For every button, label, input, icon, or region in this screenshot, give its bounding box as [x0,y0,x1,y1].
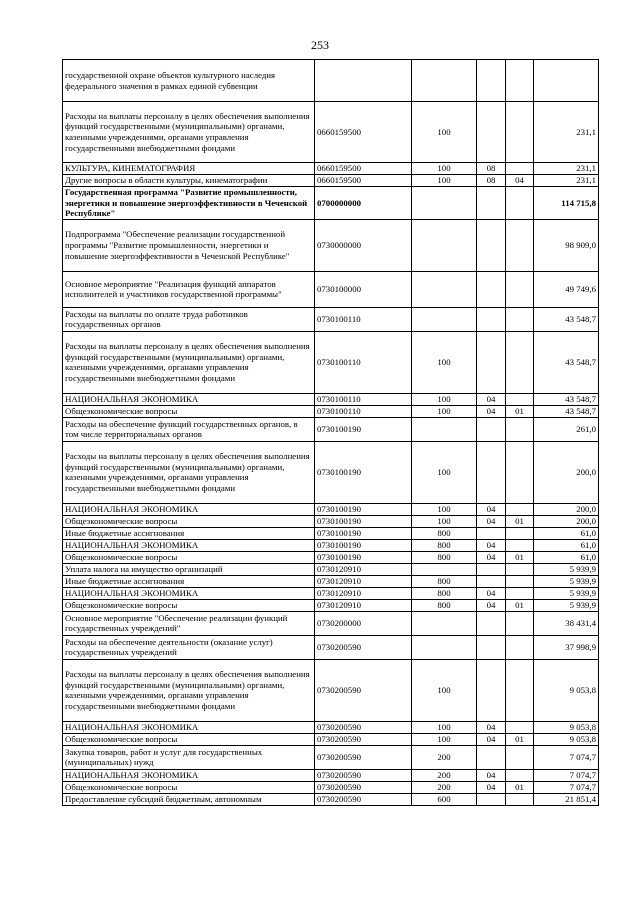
target-article-code-cell [315,60,412,102]
table-row [63,163,599,175]
expense-name-cell: НАЦИОНАЛЬНАЯ ЭКОНОМИКА [63,503,315,515]
target-article-code-cell: 0730120910 [315,599,412,611]
amount-cell: 114 715,8 [534,187,599,220]
expense-type-cell: 200 [412,745,477,769]
expense-type-cell: 100 [412,721,477,733]
amount-cell: 61,0 [534,539,599,551]
expense-name-cell: Другие вопросы в области культуры, кинематографии [63,175,315,187]
amount-cell: 43 548,7 [534,393,599,405]
amount-cell: 5 939,9 [534,587,599,599]
subsection-cell [506,793,534,805]
expense-type-cell [412,635,477,659]
target-article-code-cell: 0730100110 [315,307,412,331]
amount-cell: 38 431,4 [534,611,599,635]
expense-name-cell: НАЦИОНАЛЬНАЯ ЭКОНОМИКА [63,587,315,599]
subsection-cell: 01 [506,781,534,793]
amount-cell: 231,1 [534,175,599,187]
expense-type-cell: 800 [412,575,477,587]
expense-type-cell: 100 [412,102,477,163]
budget-table-body [63,60,599,806]
section-cell: 04 [477,721,506,733]
amount-cell: 7 074,7 [534,769,599,781]
section-cell [477,219,506,271]
expense-name-cell: Общеэкономические вопросы [63,733,315,745]
expense-name-cell: Расходы на обеспечение деятельности (оказание услуг) государственных учреждений [63,635,315,659]
amount-cell: 7 074,7 [534,781,599,793]
table-row [63,611,599,635]
table-row [63,539,599,551]
subsection-cell [506,102,534,163]
table-row [63,271,599,307]
section-cell: 04 [477,515,506,527]
section-cell [477,60,506,102]
subsection-cell [506,587,534,599]
expense-name-cell: Основное мероприятие "Реализация функций аппаратов исполнителей и участников государственной программы" [63,271,315,307]
amount-cell: 9 053,8 [534,659,599,721]
target-article-code-cell: 0730100190 [315,503,412,515]
expense-type-cell [412,271,477,307]
expense-name-cell: Закупка товаров, работ и услуг для государственных (муниципальных) нужд [63,745,315,769]
subsection-cell: 01 [506,733,534,745]
target-article-code-cell: 0730120910 [315,575,412,587]
section-cell: 04 [477,551,506,563]
section-cell [477,575,506,587]
target-article-code-cell: 0730200590 [315,635,412,659]
amount-cell: 61,0 [534,527,599,539]
subsection-cell [506,635,534,659]
expense-type-cell: 800 [412,551,477,563]
target-article-code-cell: 0660159500 [315,102,412,163]
subsection-cell [506,563,534,575]
table-row [63,721,599,733]
amount-cell: 231,1 [534,163,599,175]
section-cell: 04 [477,539,506,551]
amount-cell: 9 053,8 [534,721,599,733]
section-cell: 08 [477,175,506,187]
subsection-cell [506,60,534,102]
table-row [63,393,599,405]
table-row [63,781,599,793]
table-row [63,563,599,575]
expense-name-cell: КУЛЬТУРА, КИНЕМАТОГРАФИЯ [63,163,315,175]
expense-type-cell: 100 [412,175,477,187]
amount-cell [534,60,599,102]
expense-type-cell: 600 [412,793,477,805]
table-row [63,733,599,745]
target-article-code-cell: 0730100110 [315,331,412,393]
expense-name-cell: Подпрограмма "Обеспечение реализации государственной программы "Развитие промышленности, энергетики и повышение энергоэффективности в Чеченской Республике" [63,219,315,271]
section-cell [477,271,506,307]
amount-cell: 49 749,6 [534,271,599,307]
subsection-cell [506,417,534,441]
table-row [63,175,599,187]
section-cell [477,745,506,769]
expense-name-cell: Иные бюджетные ассигнования [63,527,315,539]
amount-cell: 5 939,9 [534,563,599,575]
target-article-code-cell: 0730100190 [315,515,412,527]
expense-name-cell: Иные бюджетные ассигнования [63,575,315,587]
page-number: 253 [311,38,329,52]
amount-cell: 5 939,9 [534,599,599,611]
table-row [63,503,599,515]
subsection-cell: 04 [506,175,534,187]
target-article-code-cell: 0730120910 [315,587,412,599]
amount-cell: 200,0 [534,441,599,503]
section-cell: 04 [477,405,506,417]
table-row [63,417,599,441]
table-row [63,551,599,563]
target-article-code-cell: 0730100110 [315,393,412,405]
subsection-cell: 01 [506,599,534,611]
expense-type-cell: 800 [412,587,477,599]
expense-name-cell: Основное мероприятие "Обеспечение реализации функций государственных учреждений" [63,611,315,635]
expense-type-cell: 100 [412,659,477,721]
target-article-code-cell: 0730100000 [315,271,412,307]
subsection-cell [506,575,534,587]
section-cell [477,102,506,163]
amount-cell: 43 548,7 [534,405,599,417]
target-article-code-cell: 0730200590 [315,781,412,793]
amount-cell: 98 909,0 [534,219,599,271]
expense-type-cell: 100 [412,163,477,175]
target-article-code-cell: 0730100190 [315,551,412,563]
table-row [63,331,599,393]
expense-type-cell: 100 [412,515,477,527]
expense-name-cell: Предоставление субсидий бюджетным, автономным [63,793,315,805]
expense-name-cell: Общеэкономические вопросы [63,781,315,793]
table-row [63,102,599,163]
expense-type-cell: 800 [412,539,477,551]
table-row [63,527,599,539]
target-article-code-cell: 0730200590 [315,659,412,721]
subsection-cell: 01 [506,405,534,417]
amount-cell: 261,0 [534,417,599,441]
table-row [63,219,599,271]
subsection-cell [506,611,534,635]
expense-type-cell: 200 [412,781,477,793]
table-row [63,745,599,769]
subsection-cell [506,503,534,515]
target-article-code-cell: 0730200590 [315,733,412,745]
expense-type-cell: 100 [412,733,477,745]
subsection-cell [506,659,534,721]
subsection-cell: 01 [506,551,534,563]
target-article-code-cell: 0730200000 [315,611,412,635]
expense-name-cell: Общеэкономические вопросы [63,599,315,611]
subsection-cell [506,527,534,539]
expense-type-cell [412,417,477,441]
target-article-code-cell: 0730200590 [315,769,412,781]
expense-name-cell: Расходы на обеспечение функций государственных органов, в том числе территориальных органов [63,417,315,441]
table-row [63,441,599,503]
subsection-cell [506,307,534,331]
expense-type-cell [412,187,477,220]
budget-table [62,59,599,806]
section-cell [477,307,506,331]
target-article-code-cell: 0730100190 [315,539,412,551]
subsection-cell [506,331,534,393]
subsection-cell [506,187,534,220]
expense-type-cell: 800 [412,527,477,539]
expense-name-cell: НАЦИОНАЛЬНАЯ ЭКОНОМИКА [63,721,315,733]
target-article-code-cell: 0730200590 [315,721,412,733]
target-article-code-cell: 0730120910 [315,563,412,575]
amount-cell: 43 548,7 [534,331,599,393]
amount-cell: 21 851,4 [534,793,599,805]
expense-name-cell: Расходы на выплаты персоналу в целях обеспечения выполнения функций государственными (муниципальными) органами, казенными учреждениями, органами управления государственными внебюджетными фондами [63,441,315,503]
table-row [63,60,599,102]
expense-name-cell: Расходы на выплаты персоналу в целях обеспечения выполнения функций государственными (муниципальными) органами, казенными учреждениями, органами управления государственными внебюджетными фондами [63,331,315,393]
table-row [63,575,599,587]
target-article-code-cell: 0660159500 [315,175,412,187]
expense-name-cell: Государственная программа "Развитие промышленности, энергетики и повышение энергоэффективности в Чеченской Республике" [63,187,315,220]
expense-type-cell: 100 [412,405,477,417]
subsection-cell [506,163,534,175]
table-row [63,405,599,417]
table-row [63,769,599,781]
target-article-code-cell: 0730000000 [315,219,412,271]
amount-cell: 61,0 [534,551,599,563]
subsection-cell [506,539,534,551]
expense-name-cell: Расходы на выплаты по оплате труда работников государственных органов [63,307,315,331]
expense-type-cell: 100 [412,331,477,393]
amount-cell: 43 548,7 [534,307,599,331]
section-cell [477,563,506,575]
expense-type-cell: 100 [412,393,477,405]
subsection-cell [506,721,534,733]
table-row [63,793,599,805]
amount-cell: 200,0 [534,503,599,515]
expense-name-cell: государственной охране объектов культурного наследия федерального значения в рамках единой субвенции [63,60,315,102]
expense-name-cell: Общеэкономические вопросы [63,551,315,563]
table-row [63,599,599,611]
amount-cell: 5 939,9 [534,575,599,587]
subsection-cell: 01 [506,515,534,527]
table-row [63,635,599,659]
target-article-code-cell: 0730200590 [315,793,412,805]
amount-cell: 200,0 [534,515,599,527]
expense-name-cell: Расходы на выплаты персоналу в целях обеспечения выполнения функций государственными (муниципальными) органами, казенными учреждениями, органами управления государственными внебюджетными фондами [63,102,315,163]
target-article-code-cell: 0730200590 [315,745,412,769]
table-row [63,659,599,721]
section-cell: 08 [477,163,506,175]
section-cell [477,331,506,393]
amount-cell: 231,1 [534,102,599,163]
amount-cell: 9 053,8 [534,733,599,745]
section-cell [477,659,506,721]
expense-type-cell: 800 [412,599,477,611]
section-cell: 04 [477,769,506,781]
subsection-cell [506,441,534,503]
subsection-cell [506,769,534,781]
section-cell [477,611,506,635]
target-article-code-cell: 0730100190 [315,417,412,441]
expense-name-cell: Общеэкономические вопросы [63,515,315,527]
expense-type-cell [412,219,477,271]
table-row [63,307,599,331]
section-cell [477,441,506,503]
amount-cell: 37 998,9 [534,635,599,659]
table-row [63,515,599,527]
section-cell [477,417,506,441]
expense-type-cell: 100 [412,441,477,503]
expense-name-cell: Общеэкономические вопросы [63,405,315,417]
target-article-code-cell: 0730100190 [315,441,412,503]
section-cell [477,635,506,659]
section-cell: 04 [477,599,506,611]
section-cell: 04 [477,393,506,405]
expense-name-cell: Расходы на выплаты персоналу в целях обеспечения выполнения функций государственными (муниципальными) органами, казенными учреждениями, органами управления государственными внебюджетными фондами [63,659,315,721]
section-cell: 04 [477,503,506,515]
section-cell [477,187,506,220]
expense-type-cell: 100 [412,503,477,515]
expense-type-cell [412,60,477,102]
table-row [63,587,599,599]
target-article-code-cell: 0730100190 [315,527,412,539]
expense-name-cell: НАЦИОНАЛЬНАЯ ЭКОНОМИКА [63,539,315,551]
section-cell: 04 [477,587,506,599]
subsection-cell [506,745,534,769]
expense-type-cell: 200 [412,769,477,781]
section-cell [477,527,506,539]
table-row [63,187,599,220]
subsection-cell [506,271,534,307]
amount-cell: 7 074,7 [534,745,599,769]
expense-name-cell: Уплата налога на имущество организаций [63,563,315,575]
section-cell [477,793,506,805]
section-cell: 04 [477,781,506,793]
section-cell: 04 [477,733,506,745]
subsection-cell [506,219,534,271]
target-article-code-cell: 0700000000 [315,187,412,220]
target-article-code-cell: 0660159500 [315,163,412,175]
expense-name-cell: НАЦИОНАЛЬНАЯ ЭКОНОМИКА [63,769,315,781]
expense-type-cell [412,307,477,331]
expense-type-cell [412,611,477,635]
expense-name-cell: НАЦИОНАЛЬНАЯ ЭКОНОМИКА [63,393,315,405]
expense-type-cell [412,563,477,575]
target-article-code-cell: 0730100110 [315,405,412,417]
subsection-cell [506,393,534,405]
